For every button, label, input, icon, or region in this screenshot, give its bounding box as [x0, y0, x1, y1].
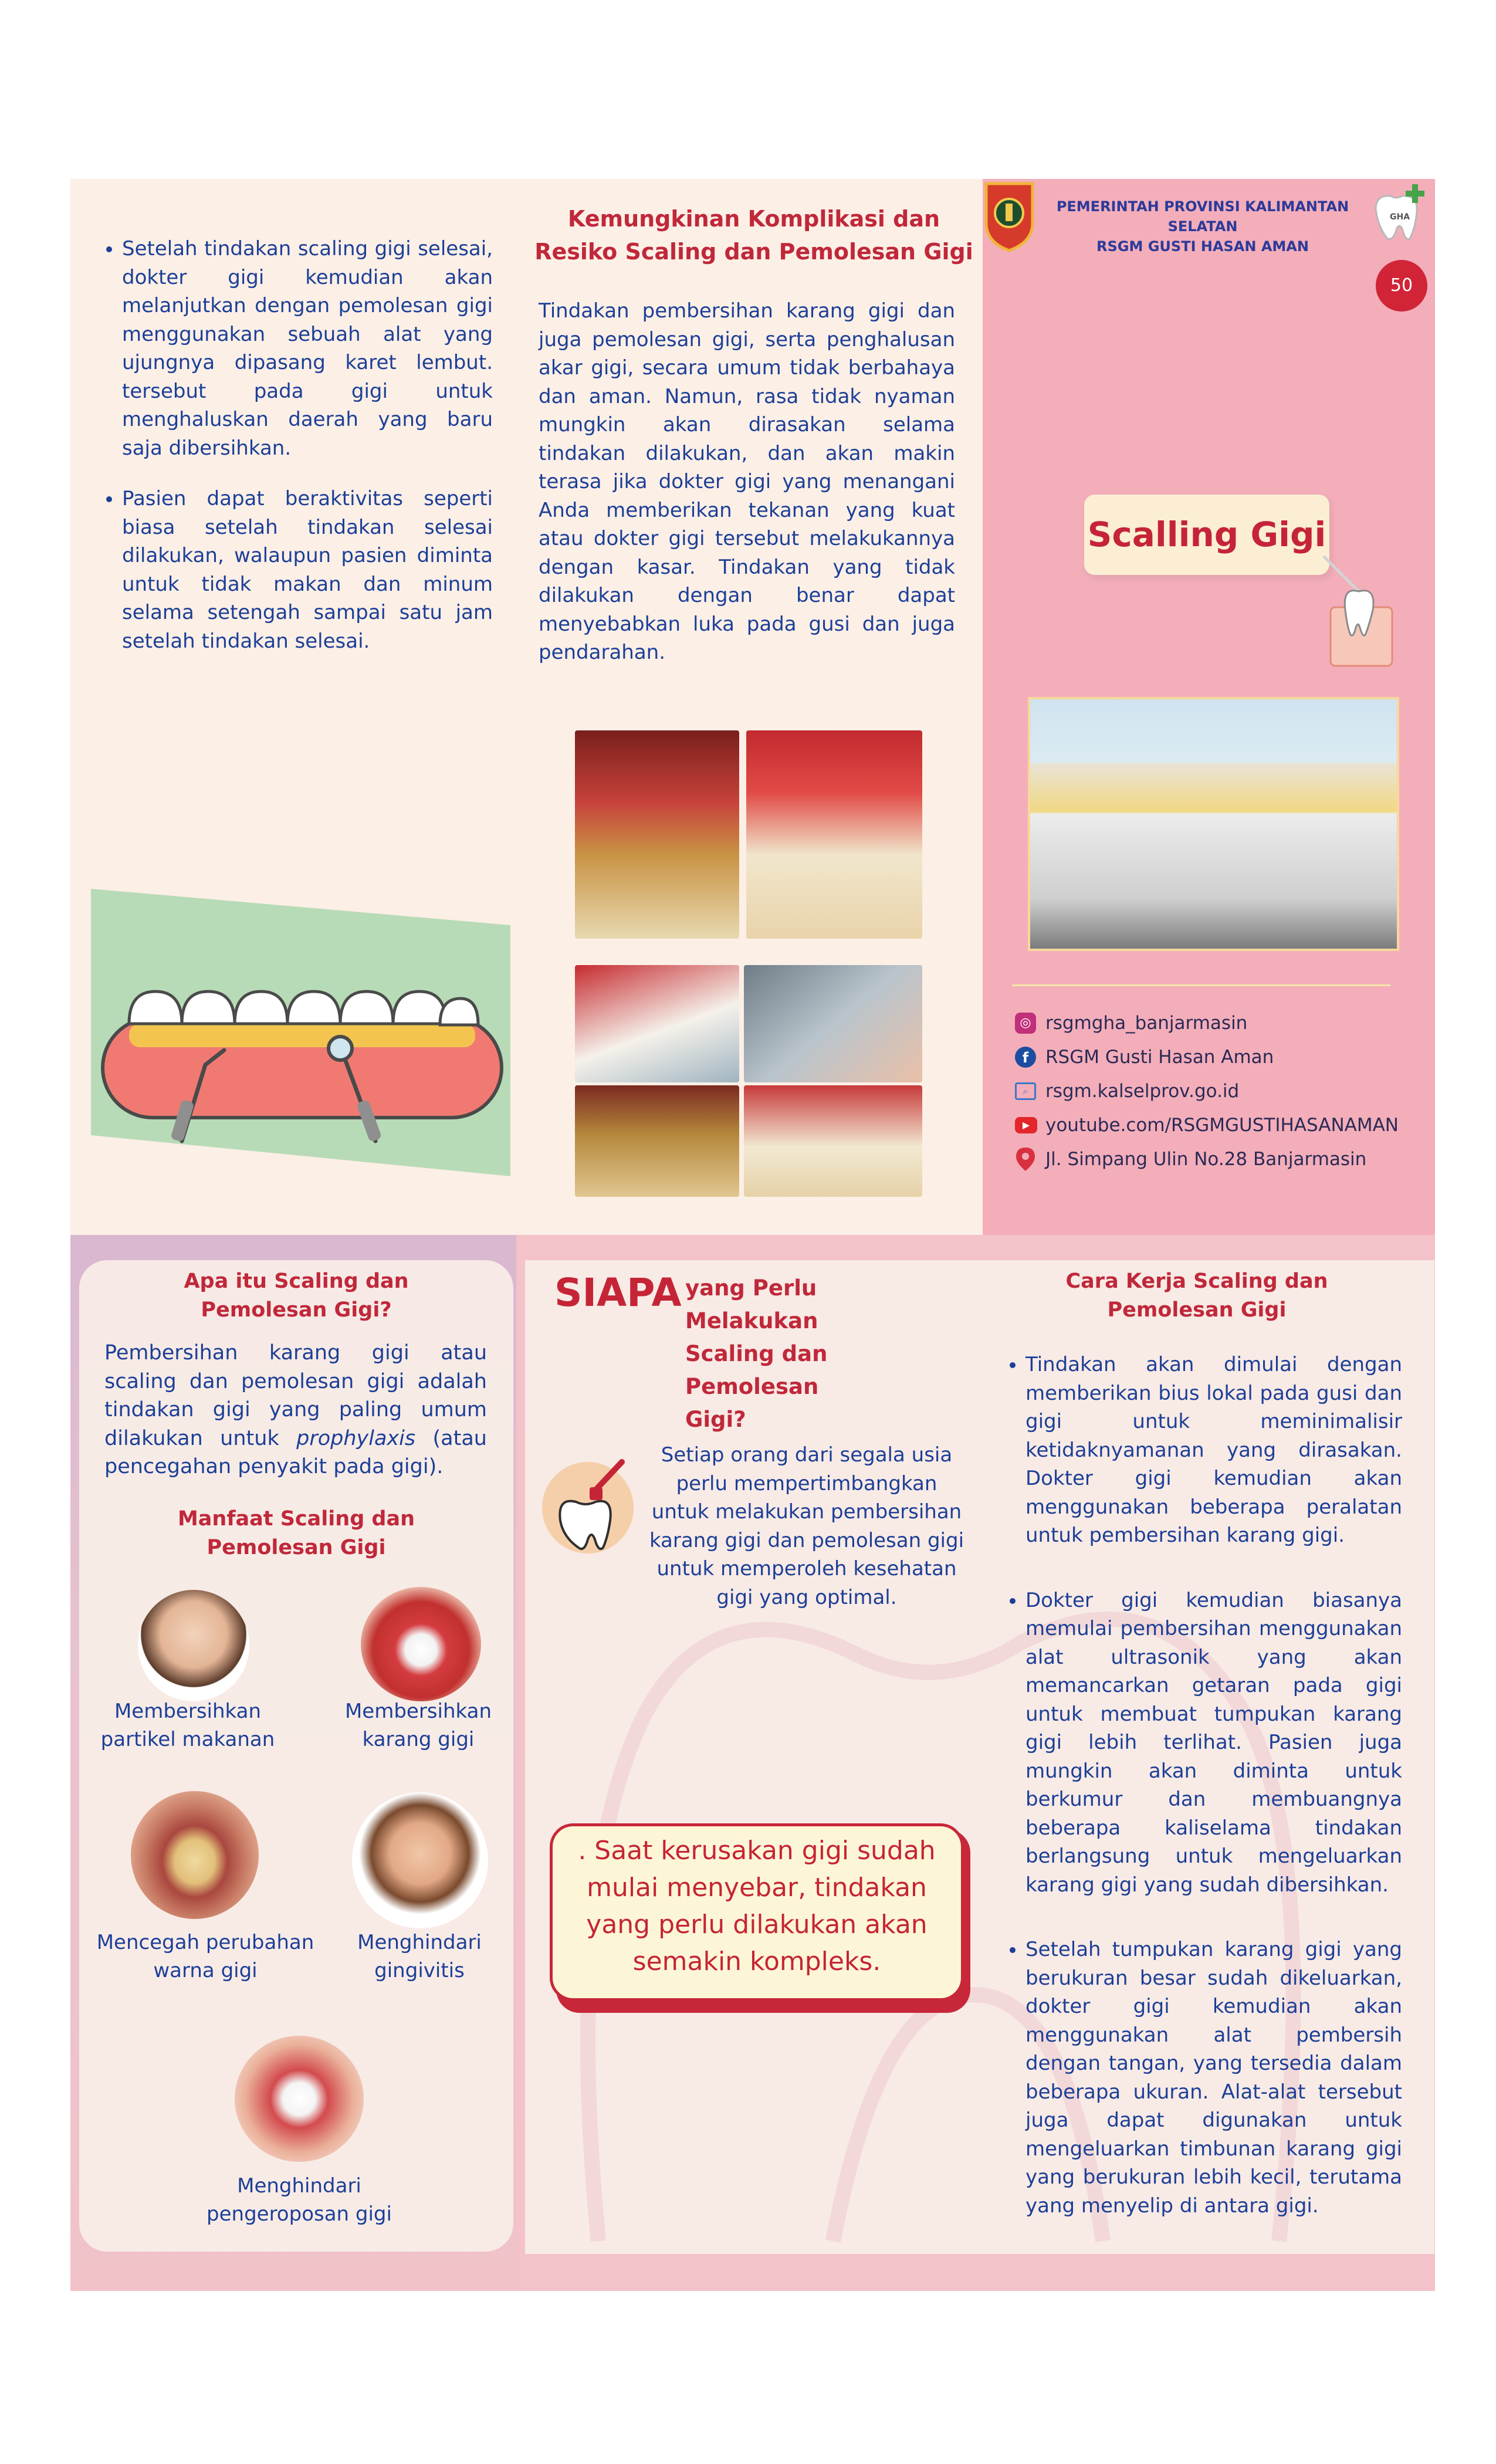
step-hand-tools: • Setelah tumpukan karang gigi yang berukuran besar sudah dikeluarkan, dokter gigi kemudian akan menggunakan alat pembersih dengan tangan, yang tersedia dalam beberapa ukuran. Alat-alat tersebut juga dapat digunakan untuk mengeluarkan timbunan karang gigi yang berukuran lebih kecil, terutama yang menyelip di antara gigi. [1025, 1935, 1402, 2220]
what-is-heading-line2: Pemolesan Gigi? [201, 1298, 392, 1322]
what-is-heading [106, 1267, 487, 1325]
after-cleaning-photo [744, 1085, 922, 1197]
organization-line1: PEMERINTAH PROVINSI KALIMANTAN SELATAN [1056, 198, 1349, 235]
what-is-text-main: Pembersihan karang gigi atau scaling dan pemolesan gigi adalah tindakan gigi yang paling umum dilakukan untuk [104, 1341, 487, 1450]
callout-line1: . Saat kerusakan gigi sudah [578, 1836, 936, 1866]
how-it-works-heading [1009, 1267, 1385, 1325]
who-needs-paragraph [639, 1441, 974, 1612]
dental-treatment-photo [744, 965, 922, 1082]
benefits-heading-line2: Pemolesan Gigi [207, 1536, 386, 1559]
contact-youtube[interactable] [1015, 1108, 1414, 1142]
benefit-discoloration [82, 1928, 329, 1985]
benefit-gingivitis [326, 1928, 513, 1985]
benefit-food-particles-line1: Membersihkan [114, 1700, 262, 1723]
step-ultrasonic: • Dokter gigi kemudian biasanya memulai pembersihan menggunakan alat ultrasonik yang akan memancarkan getaran pada gigi untuk membuat tumpukan karang gigi lebih terlihat. Pasien juga mungkin akan diminta untuk berkumur dan membuangnya beberapa kaliselama tindakan berlangsung untuk mengeluarkan karang gigi yang sudah dibersihkan. [1025, 1586, 1402, 1900]
benefit-tartar-line1: Membersihkan [344, 1700, 492, 1723]
benefit-decay-line2: pengeroposan gigi [207, 2202, 392, 2226]
benefit-food-particles [88, 1697, 287, 1754]
teeth-cleaning-illustration [88, 889, 510, 1176]
benefit-gingivitis-line2: gingivitis [374, 1959, 465, 1982]
contact-address-text: Jl. Simpang Ulin No.28 Banjarmasin [1045, 1149, 1367, 1170]
what-is-paragraph [104, 1339, 487, 1481]
who-needs-line6: gigi yang optimal. [716, 1585, 897, 1609]
who-needs-line3: untuk melakukan pembersihan [651, 1500, 962, 1524]
how-it-works-steps [997, 1351, 1402, 2242]
bullet-aftercare: • Pasien dapat beraktivitas seperti biasa setelah tindakan selesai dilakukan, walaupun pasien diminta untuk tidak makan dan minum selama setengah sampai satu jam setelah tindakan selesai. [122, 485, 493, 655]
benefit-discoloration-line2: warna gigi [153, 1959, 258, 1982]
benefit-photo-decay [235, 2036, 364, 2162]
benefits-heading-line1: Manfaat Scaling dan [177, 1507, 415, 1531]
callout-line4: semakin kompleks. [632, 1947, 881, 1976]
contact-address[interactable] [1015, 1142, 1414, 1176]
location-pin-icon [1015, 1146, 1036, 1172]
complications-heading-line2: Resiko Scaling dan Pemolesan Gigi [534, 239, 973, 265]
who-needs-line4: karang gigi dan pemolesan gigi [649, 1528, 964, 1552]
who-needs-heading [685, 1272, 955, 1436]
contact-website-text: rsgm.kalselprov.go.id [1045, 1081, 1240, 1102]
benefit-photo-discoloration [131, 1791, 259, 1919]
hospital-logo [1364, 183, 1429, 248]
complications-heading [534, 202, 974, 268]
contact-facebook-text: RSGM Gusti Hasan Aman [1045, 1047, 1274, 1068]
before-cleaning-photo [575, 1085, 739, 1197]
who-needs-heading-line3: Gigi? [685, 1407, 746, 1432]
who-needs-heading-line2: Scaling dan Pemolesan [685, 1341, 828, 1399]
contact-instagram-text: rsgmgha_banjarmasin [1045, 1013, 1248, 1034]
benefits-heading [106, 1505, 487, 1562]
benefit-decay-line1: Menghindari [237, 2174, 361, 2198]
ultrasonic-scaling-photo [575, 965, 739, 1082]
callout-line2: mulai menyebar, tindakan [587, 1873, 927, 1903]
province-emblem-icon [981, 179, 1037, 252]
benefit-gingivitis-line1: Menghindari [357, 1931, 482, 1954]
benefit-photo-tartar [361, 1587, 481, 1701]
gum-bleeding-photo [746, 730, 922, 939]
what-is-heading-line1: Apa itu Scaling dan [184, 1270, 409, 1293]
who-needs-line2: perlu mempertimbangkan [676, 1471, 937, 1495]
how-it-works-heading-line1: Cara Kerja Scaling dan [1065, 1270, 1328, 1293]
brochure-title: Scalling Gigi [1084, 495, 1329, 575]
cover-divider [1012, 984, 1390, 986]
youtube-icon: ▶ [1015, 1117, 1037, 1133]
benefit-photo-food-particles [138, 1590, 249, 1701]
tartar-teeth-photo [575, 730, 739, 939]
hospital-building-photo [1028, 697, 1399, 951]
who-needs-heading-line1: yang Perlu Melakukan [685, 1275, 818, 1333]
what-is-text-end: (atau pencegahan penyakit pada gigi). [104, 1426, 487, 1478]
contact-youtube-text: youtube.com/RSGMGUSTIHASANAMAN [1045, 1115, 1399, 1136]
what-is-text-italic: prophylaxis [296, 1426, 416, 1450]
website-icon: ⌕ [1015, 1082, 1036, 1100]
anniversary-badge: 50 [1376, 260, 1427, 312]
procedure-continued-text [94, 235, 493, 678]
who-needs-line1: Setiap orang dari segala usia [661, 1443, 953, 1467]
complications-paragraph: Tindakan pembersihan karang gigi dan juga pemolesan gigi, serta penghalusan akar gigi, secara umum tidak berbahaya dan aman. Namun, rasa tidak nyaman mungkin akan dirasakan selama tindakan dilakukan, dan akan makin terasa jika dokter gigi yang menangani Anda memberikan tekanan yang kuat atau dokter gigi tersebut melakukannya dengan kasar. Tindakan yang tidak dilakukan dengan benar dapat menyebabkan luka pada gusi dan juga pendarahan. [539, 299, 955, 664]
benefit-tartar [321, 1697, 515, 1754]
benefit-food-particles-line2: partikel makanan [100, 1728, 275, 1751]
step-anesthesia: • Tindakan akan dimulai dengan memberikan bius lokal pada gusi dan gigi untuk meminimalisir ketidaknyamanan yang dirasakan. Dokter gigi kemudian akan menggunakan beberapa peralatan untuk pembersihan karang gigi. [1025, 1351, 1402, 1550]
benefit-decay [176, 2172, 422, 2228]
tooth-brush-icon [540, 1455, 637, 1558]
hospital-logo-text: GHA [1390, 212, 1410, 222]
benefit-photo-gingivitis [352, 1792, 488, 1928]
warning-callout-text [554, 1832, 959, 1980]
siapa-label: SIAPA [554, 1270, 682, 1315]
contact-website[interactable] [1015, 1074, 1414, 1108]
facebook-icon: f [1015, 1047, 1036, 1068]
tooth-scaling-icon [1313, 546, 1395, 669]
organization-name [1038, 197, 1367, 256]
benefit-discoloration-line1: Mencegah perubahan [96, 1931, 314, 1954]
organization-line2: RSGM GUSTI HASAN AMAN [1096, 238, 1309, 255]
contact-list [1015, 1006, 1414, 1176]
who-needs-line5: untuk memperoleh kesehatan [656, 1557, 957, 1580]
callout-line3: yang perlu dilakukan akan [586, 1910, 928, 1940]
contact-facebook[interactable] [1015, 1040, 1414, 1074]
benefit-tartar-line2: karang gigi [362, 1728, 475, 1751]
instagram-icon: ◎ [1015, 1013, 1036, 1034]
how-it-works-heading-line2: Pemolesan Gigi [1107, 1298, 1287, 1322]
contact-instagram[interactable] [1015, 1006, 1414, 1040]
bullet-polishing: • Setelah tindakan scaling gigi selesai, dokter gigi kemudian akan melanjutkan dengan pemolesan gigi menggunakan sebuah alat yang ujungnya dipasang karet lembut. tersebut pada gigi untuk menghaluskan daerah yang baru saja dibersihkan. [122, 235, 493, 462]
complications-heading-line1: Kemungkinan Komplikasi dan [567, 206, 940, 232]
